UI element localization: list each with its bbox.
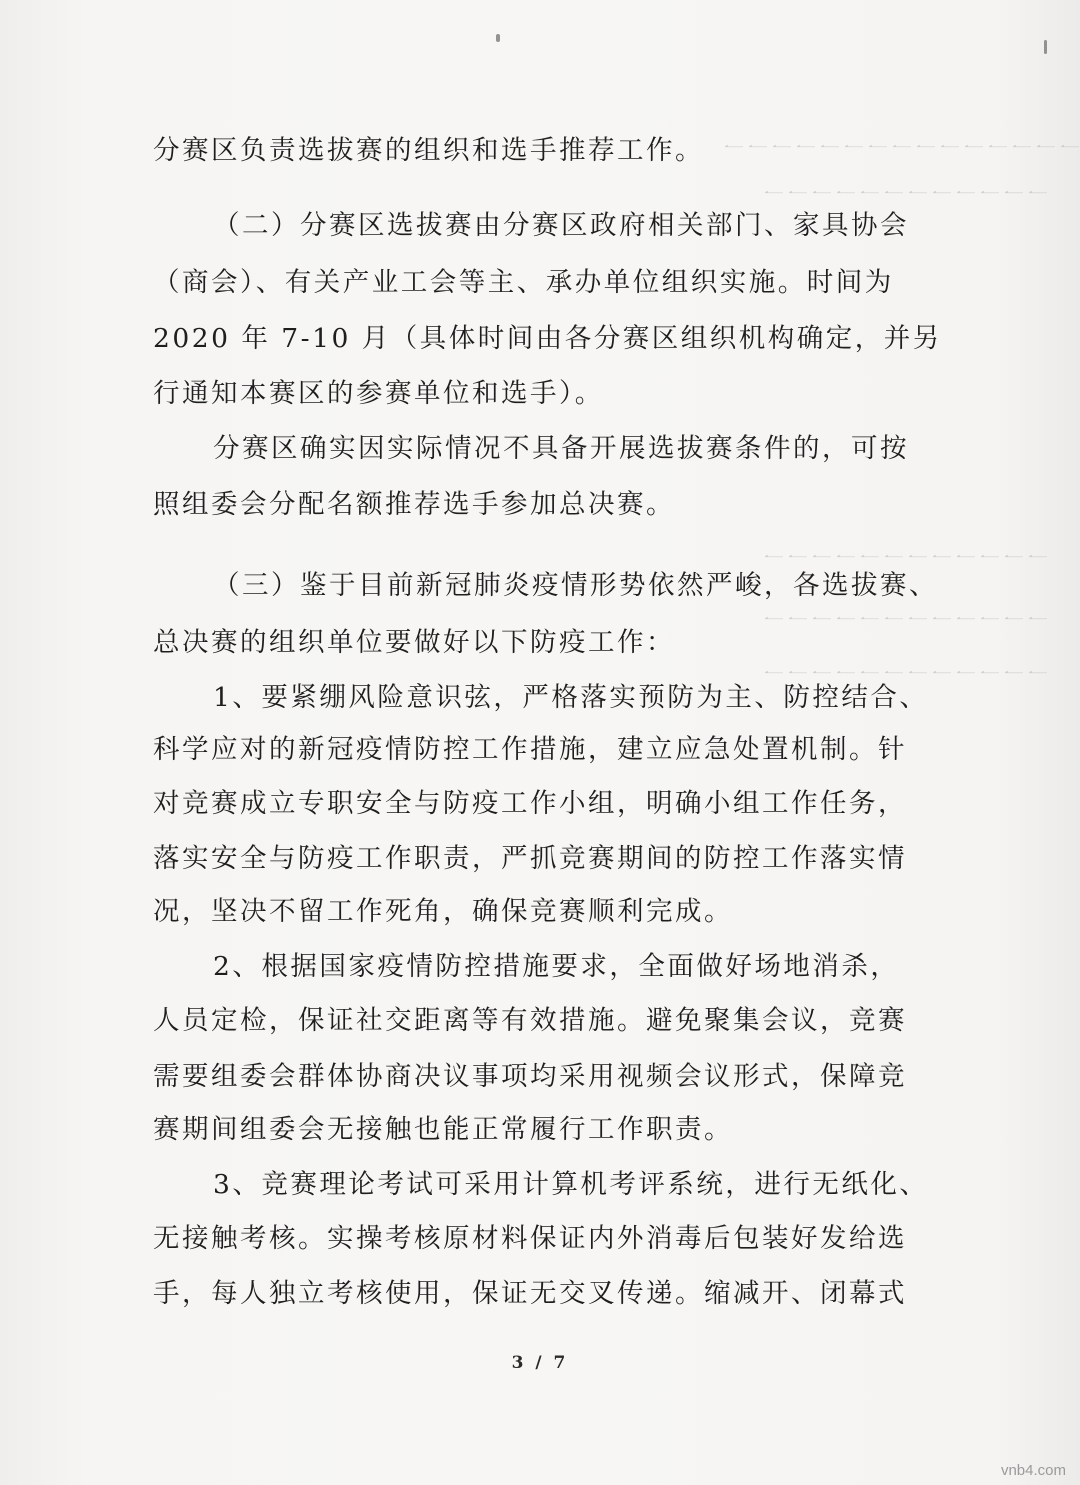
bleed-through: 一一一一一一一一一一一一 xyxy=(760,546,1048,570)
text-line: 落实安全与防疫工作职责，严抓竞赛期间的防控工作落实情 xyxy=(153,843,907,874)
text-line: （商会）、有关产业工会等主、承办单位组织实施。时间为 xyxy=(153,267,894,298)
text-line: 总决赛的组织单位要做好以下防疫工作： xyxy=(153,627,675,658)
bleed-through: 一一一一一一一一一一一一 xyxy=(760,182,1048,206)
text-line: 科学应对的新冠疫情防控工作措施，建立应急处置机制。针 xyxy=(153,734,907,765)
text-line: 照组委会分配名额推荐选手参加总决赛。 xyxy=(153,489,675,520)
text-line: 对竞赛成立专职安全与防疫工作小组，明确小组工作任务， xyxy=(153,788,907,819)
text-line: 行通知本赛区的参赛单位和选手）。 xyxy=(153,378,604,409)
text-line: 2、根据国家疫情防控措施要求，全面做好场地消杀， xyxy=(213,951,900,982)
scan-speck xyxy=(1044,40,1047,54)
text-line: 赛期间组委会无接触也能正常履行工作职责。 xyxy=(153,1114,733,1145)
text-line: 手，每人独立考核使用，保证无交叉传递。缩减开、闭幕式 xyxy=(153,1278,907,1309)
text-line: 需要组委会群体协商决议事项均采用视频会议形式，保障竞 xyxy=(153,1061,907,1092)
watermark: vnb4.com xyxy=(1000,1462,1066,1479)
bleed-through: 一一一一一一一一一一一一 xyxy=(760,608,1048,632)
scan-speck xyxy=(496,34,500,42)
bleed-through: 一一一一一一一一一一一一 xyxy=(760,662,1048,686)
text-line: 1、要紧绷风险意识弦，严格落实预防为主、防控结合、 xyxy=(213,682,929,713)
text-line: 3、竞赛理论考试可采用计算机考评系统，进行无纸化、 xyxy=(213,1169,929,1200)
text-line: 况，坚决不留工作死角，确保竞赛顺利完成。 xyxy=(153,896,733,927)
text-line: 分赛区确实因实际情况不具备开展选拔赛条件的，可按 xyxy=(213,433,909,464)
text-line: 2020 年 7-10 月（具体时间由各分赛区组织机构确定，并另 xyxy=(153,323,942,354)
text-line: 无接触考核。实操考核原材料保证内外消毒后包装好发给选 xyxy=(153,1223,907,1254)
text-line: （三）鉴于目前新冠肺炎疫情形势依然严峻，各选拔赛、 xyxy=(213,570,938,601)
text-line: 人员定检，保证社交距离等有效措施。避免聚集会议，竞赛 xyxy=(153,1005,907,1036)
text-line: （二）分赛区选拔赛由分赛区政府相关部门、家具协会 xyxy=(213,210,909,241)
page-number: 3 / 7 xyxy=(511,1353,569,1373)
bleed-through: 一一一一一一一一一一一一一一一 xyxy=(720,136,1080,160)
text-line: 分赛区负责选拔赛的组织和选手推荐工作。 xyxy=(153,135,704,166)
